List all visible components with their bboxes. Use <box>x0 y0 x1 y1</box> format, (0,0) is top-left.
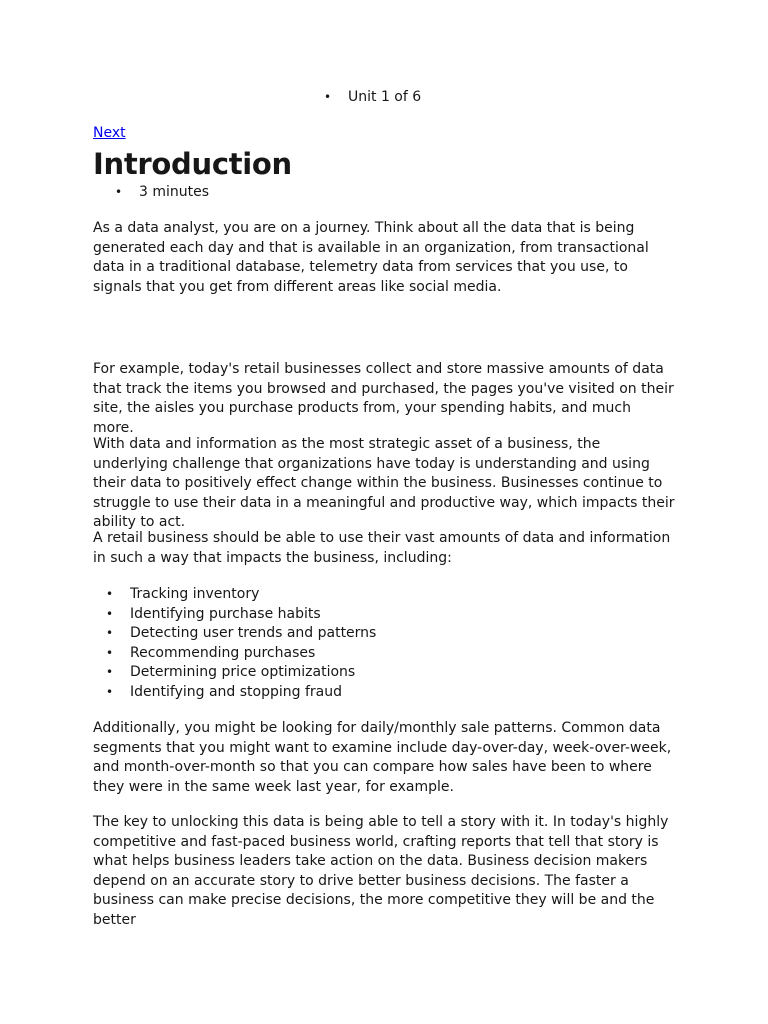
list-bullet: • <box>106 645 114 660</box>
list-item <box>93 605 653 625</box>
duration-bullet: • <box>115 185 123 199</box>
paragraph-storytelling <box>93 813 675 928</box>
paragraph-text: As a data analyst, you are on a journey. Think about all the data that is being generated each day and that is available in an organization, from transactional data in a traditional database, telemetry data from services that you use, to signals that you get from different areas like social media. <box>93 220 649 295</box>
list-item <box>93 624 653 644</box>
unit-progress-text: Unit 1 of 6 <box>348 89 422 105</box>
list-item-text: Detecting user trends and patterns <box>130 625 377 641</box>
paragraph-text: The key to unlocking this data is being able to tell a story with it. In today's highly competitive and fast-paced business world, crafting reports that tell that story is what helps business leaders take action on the data. Business decision makers depend on an accurate story to drive better business decisions. The faster a business can make precise decisions, the more competitive they will be and the better <box>93 814 669 928</box>
list-bullet: • <box>106 684 114 699</box>
list-item-text: Tracking inventory <box>130 586 260 602</box>
impact-list <box>93 585 653 702</box>
paragraph-text: For example, today's retail businesses collect and store massive amounts of data that track the items you browsed and purchased, the pages you've visited on their site, the aisles you purchase products from, your spending habits, and much more. <box>93 361 674 436</box>
paragraph-strategic-asset <box>93 435 675 533</box>
next-link[interactable]: Next <box>93 125 126 141</box>
list-item-text: Determining price optimizations <box>130 664 356 680</box>
unit-bullet: • <box>324 90 332 104</box>
page-title: Introduction <box>93 147 292 181</box>
list-bullet: • <box>106 606 114 621</box>
list-item <box>93 663 653 683</box>
paragraph-sale-patterns <box>93 719 675 797</box>
list-item-text: Identifying purchase habits <box>130 605 321 622</box>
list-bullet: • <box>106 626 114 640</box>
paragraph-text: Additionally, you might be looking for daily/monthly sale patterns. Common data segments that you might want to examine include day-over-day, week-over-week, and month-over-month so that you can compare how sales have been to where they were in the same week last year, for example. <box>93 720 672 795</box>
list-bullet: • <box>106 587 114 601</box>
duration-text: 3 minutes <box>139 184 210 200</box>
paragraph-retail-impact <box>93 529 675 568</box>
list-item <box>93 683 653 703</box>
paragraph-text: A retail business should be able to use their vast amounts of data and information in such a way that impacts the business, including: <box>93 530 671 566</box>
list-item <box>93 644 653 664</box>
unit-indicator <box>0 88 768 108</box>
list-item-text: Identifying and stopping fraud <box>130 683 342 700</box>
list-item-text: Recommending purchases <box>130 644 316 661</box>
paragraph-text: With data and information as the most strategic asset of a business, the underlying challenge that organizations have today is understanding and using their data to positively effect change within the business. Businesses continue to struggle to use their data in a meaningful and productive way, which impacts their ability to act. <box>93 436 675 530</box>
paragraph-intro <box>93 219 675 297</box>
paragraph-retail-example <box>93 360 675 438</box>
list-item <box>93 585 653 605</box>
list-bullet: • <box>106 665 114 679</box>
